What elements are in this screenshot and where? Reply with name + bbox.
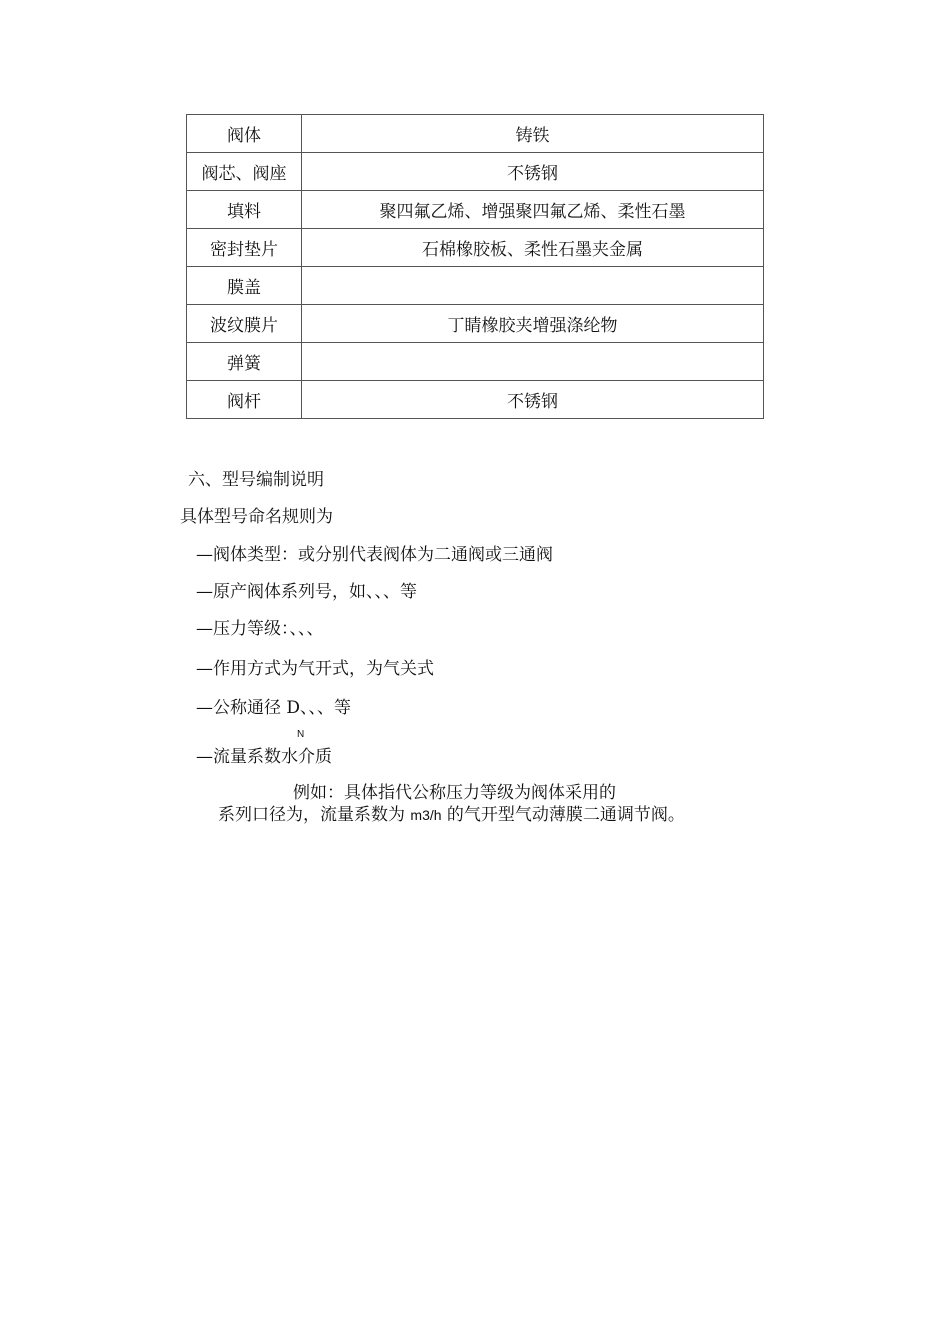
table-row [187, 229, 764, 267]
part-cell: 填料 [187, 191, 302, 229]
list-item: —阀体类型：或分别代表阀体为二通阀或三通阀 [196, 545, 553, 565]
table-row [187, 191, 764, 229]
table-row [187, 115, 764, 153]
material-cell: 石棉橡胶板、柔性石墨夹金属 [302, 229, 764, 267]
material-cell [302, 267, 764, 305]
part-cell: 密封垫片 [187, 229, 302, 267]
material-cell: 丁睛橡胶夹增强涤纶物 [302, 305, 764, 343]
materials-table [186, 114, 764, 419]
part-cell: 阀杆 [187, 381, 302, 419]
dn-suffix: 、、、等 [300, 698, 352, 718]
part-cell: 波纹膜片 [187, 305, 302, 343]
table-row [187, 305, 764, 343]
materials-table-body [187, 115, 764, 419]
part-cell: 膜盖 [187, 267, 302, 305]
example-line-2 [218, 800, 685, 825]
table-row [187, 343, 764, 381]
part-cell: 弹簧 [187, 343, 302, 381]
material-cell: 不锈钢 [302, 153, 764, 191]
example-text-after: 的气开型气动薄膜二通调节阀。 [441, 805, 685, 825]
example-text-before: 系列口径为，流量系数为 [218, 805, 411, 825]
dn-prefix: —公称通径 D [196, 698, 301, 718]
part-cell: 阀体 [187, 115, 302, 153]
list-item: —原产阀体系列号，如、、、等 [196, 582, 417, 602]
table-row [187, 381, 764, 419]
material-cell: 不锈钢 [302, 381, 764, 419]
material-cell: 铸铁 [302, 115, 764, 153]
section-heading: 六、型号编制说明 [188, 470, 324, 490]
list-item: —作用方式为气开式，为气关式 [196, 659, 434, 679]
table-row [187, 267, 764, 305]
table-row [187, 153, 764, 191]
list-item: —压力等级：、、、 [196, 619, 324, 639]
dn-subscript: N [297, 729, 305, 740]
list-item-nominal-diameter [196, 693, 352, 740]
section-intro: 具体型号命名规则为 [180, 507, 333, 527]
dn-prefix-wrap [196, 693, 300, 718]
example-line-1: 例如：具体指代公称压力等级为阀体采用的 [293, 783, 616, 803]
list-item: —流量系数水介质 [196, 747, 332, 767]
part-cell: 阀芯、阀座 [187, 153, 302, 191]
flow-unit: m3/h [410, 807, 442, 823]
material-cell: 聚四氟乙烯、增强聚四氟乙烯、柔性石墨 [302, 191, 764, 229]
material-cell [302, 343, 764, 381]
